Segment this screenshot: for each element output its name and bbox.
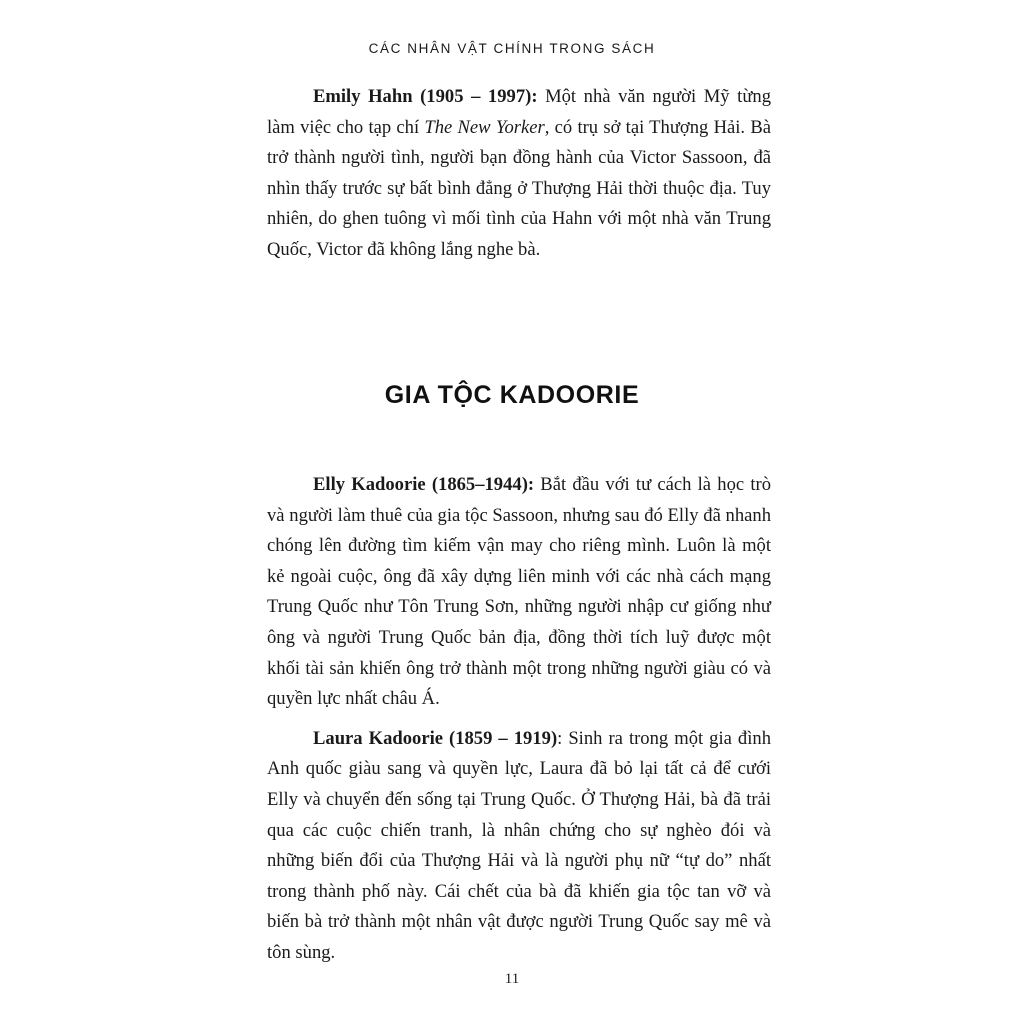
entry-emily-hahn <box>267 82 771 266</box>
entry-name: Elly Kadoorie (1865–1944): <box>313 474 535 495</box>
entries-bottom <box>267 470 771 969</box>
entry-text: : Sinh ra trong một gia đình Anh quốc giàu sang và quyền lực, Laura đã bỏ lại tất cả để cưới Elly và chuyển đến sống tại Trung Quốc. Ở Thượng Hải, bà đã trải qua các cuộc chiến tranh, là nhân chứng cho sự nghèo đói và những biến đổi của Thượng Hải và là người phụ nữ “tự do” nhất trong thành phố này. Cái chết của bà đã khiến gia tộc tan vỡ và biến bà trở thành một nhân vật được người Trung Quốc say mê và tôn sùng. <box>267 727 771 963</box>
entries-top <box>267 82 771 266</box>
magazine-title: The New Yorker <box>424 116 545 138</box>
section-title: GIA TỘC KADOORIE <box>384 381 640 409</box>
entry-text: Một nhà văn người Mỹ từng làm việc cho tạp chí <box>267 86 771 138</box>
entry-text: , có trụ sở tại Thượng Hải. Bà trở thành người tình, người bạn đồng hành của Victor Sassoon, đã nhìn thấy trước sự bất bình đẳng ở Thượng Hải thời thuộc địa. Tuy nhiên, do ghen tuông vì mối tình của Hahn với một nhà văn Trung Quốc, Victor đã không lắng nghe bà. <box>267 116 771 260</box>
running-header: CÁC NHÂN VẬT CHÍNH TRONG SÁCH <box>368 41 656 56</box>
entry-elly-kadoorie <box>267 470 771 715</box>
entry-text: Bắt đầu với tư cách là học trò và người làm thuê của gia tộc Sassoon, nhưng sau đó Elly đã nhanh chóng lên đường tìm kiếm vận may cho riêng mình. Luôn là một kẻ ngoài cuộc, ông đã xây dựng liên minh với các nhà cách mạng Trung Quốc như Tôn Trung Sơn, những người nhập cư giống như ông và người Trung Quốc bản địa, đồng thời tích luỹ được một khối tài sản khiến ông trở thành một trong những người giàu có và quyền lực nhất châu Á. <box>267 474 771 710</box>
entry-laura-kadoorie <box>267 724 771 969</box>
entry-name: Emily Hahn (1905 – 1997): <box>313 86 538 107</box>
page-number: 11 <box>504 971 520 987</box>
entry-name: Laura Kadoorie (1859 – 1919) <box>313 727 558 749</box>
